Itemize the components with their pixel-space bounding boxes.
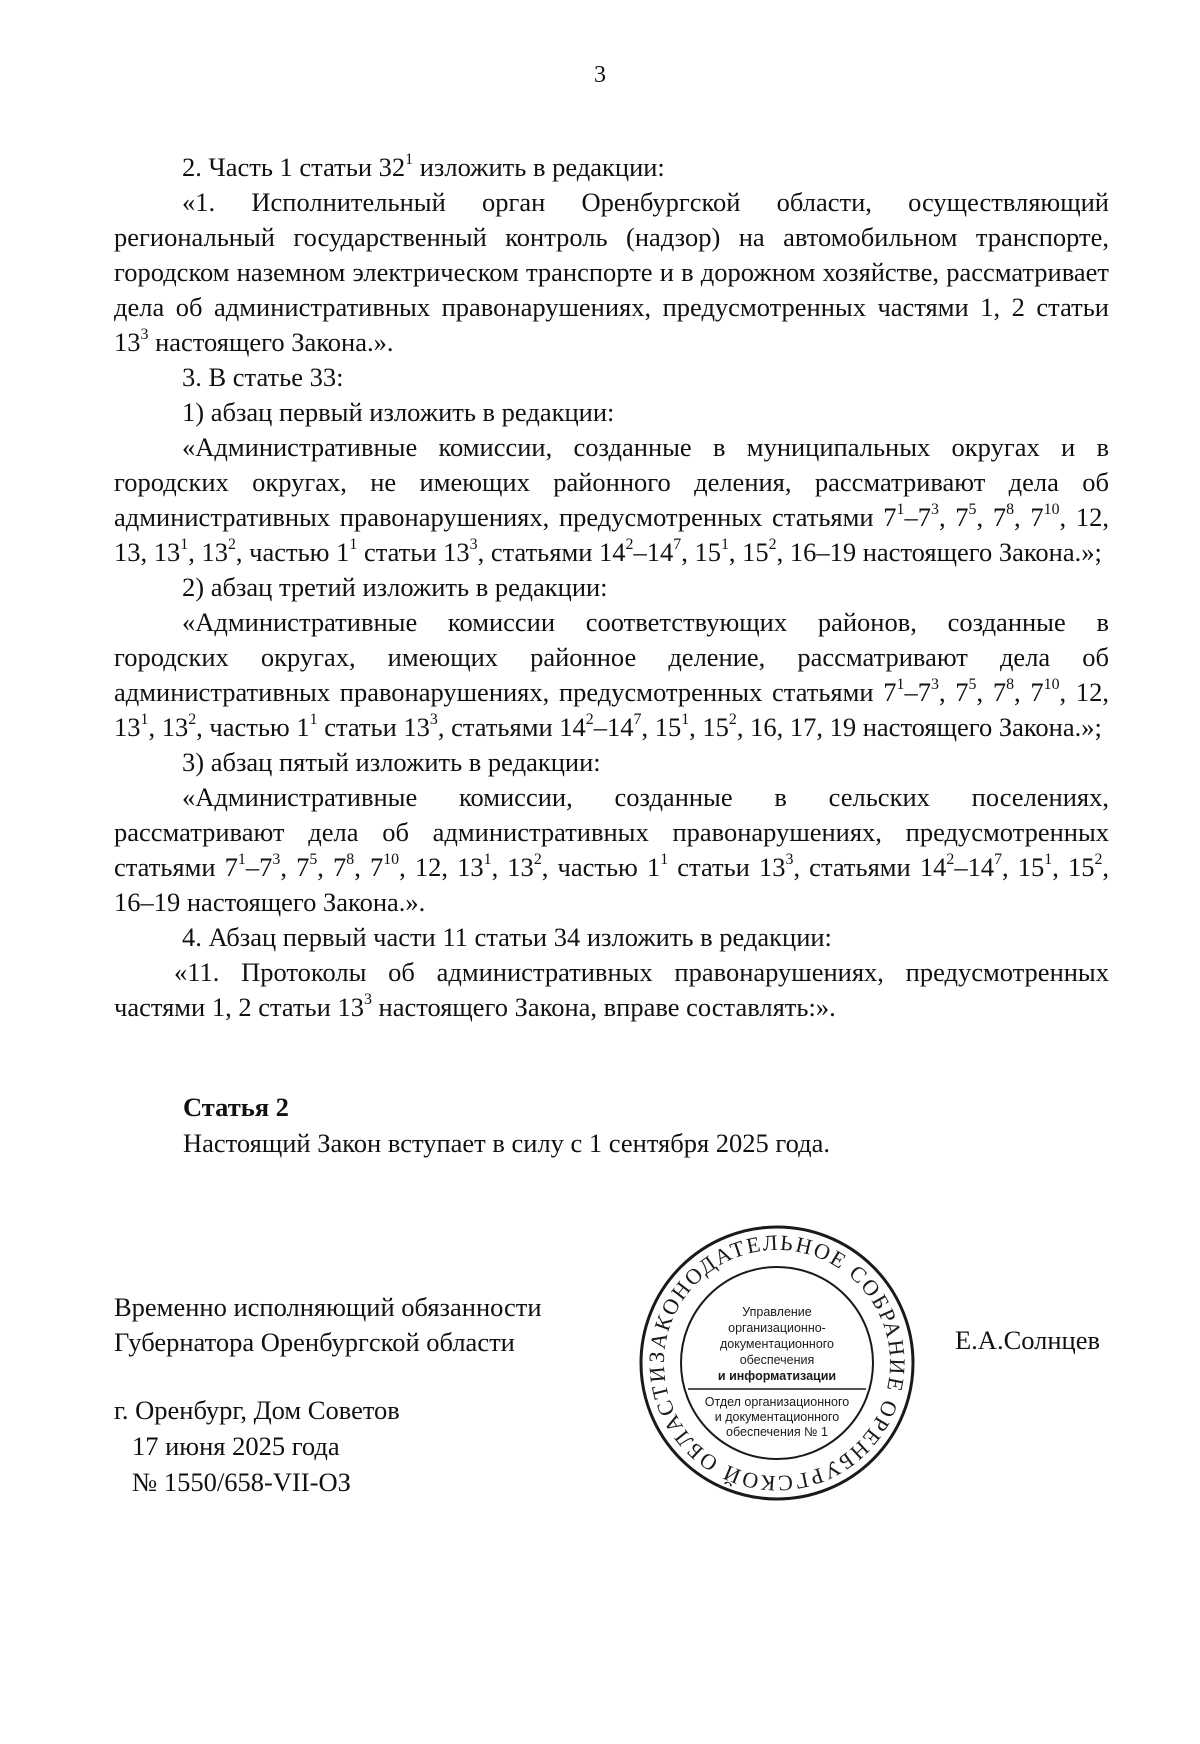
signatory-title-line1: Временно исполняющий обязанности — [114, 1292, 542, 1322]
place-date-number — [114, 1392, 400, 1500]
seal-line-3: документационного — [719, 1337, 835, 1351]
seal-line-4: обеспечения — [739, 1353, 815, 1367]
law-number: № 1550/658-VII-ОЗ — [132, 1467, 351, 1497]
seal-line-8: обеспечения № 1 — [726, 1425, 828, 1439]
paragraph-quote-municipal-commissions: «Административные комиссии, созданные в муниципальных округах и в городских округах, не имеющих районного деления, рассматривают дела об административных правонарушениях, предусмотренных статьями $7^1-7^3$, $7^5$, $7^8$, $7^{10}$, 12, 13, $13^1$, $13^2$, частью $1^1$ статьи $13^3$, статьями $14^2-14^7$, $15^1$, $15^2$, 16–19 настоящего Закона.»; — [114, 432, 1109, 567]
seal-ring-text: ЗАКОНОДАТЕЛЬНОЕ СОБРАНИЕ ОРЕНБУРГСКОЙ ОБЛАСТИ — [643, 1229, 911, 1497]
paragraph-item1: 1) абзац первый изложить в редакции: — [182, 397, 615, 427]
seal-line-7: и документационного — [714, 1410, 840, 1424]
page-number: 3 — [594, 62, 606, 88]
paragraph-item4: 4. Абзац первый части 11 статьи 34 изложить в редакции: — [182, 922, 832, 952]
seal-line-6: Отдел организационного — [704, 1395, 850, 1409]
paragraph-quote-protocols: «11. Протоколы об административных правонарушениях, предусмотренных частями 1, 2 статьи $13^3$ настоящего Закона, вправе составлять:». — [114, 957, 1109, 1022]
place-city: г. Оренбург, Дом Советов — [114, 1395, 400, 1425]
paragraph-art33: 3. В статье 33: — [182, 362, 344, 392]
paragraph-item2: 2) абзац третий изложить в редакции: — [182, 572, 608, 602]
seal-svg — [636, 1222, 918, 1504]
law-date: 17 июня 2025 года — [132, 1431, 340, 1461]
paragraph-quote-rural-commissions: «Административные комиссии, созданные в сельских поселениях, рассматривают дела об административных правонарушениях, предусмотренных статьями $7^1-7^3$, $7^5$, $7^8$, $7^{10}$, 12, $13^1$, $13^2$, частью $1^1$ статьи $13^3$, статьями $14^2-14^7$, $15^1$, $15^2$, 16–19 настоящего Закона.». — [114, 782, 1110, 917]
article-text: Настоящий Закон вступает в силу с 1 сентября 2025 года. — [183, 1128, 830, 1158]
signatory-name: Е.А.Солнцев — [955, 1325, 1101, 1355]
signatory-title — [114, 1290, 542, 1360]
signatory-title-line2: Губернатора Оренбургской области — [114, 1327, 515, 1357]
paragraph-quote-district-commissions: «Административные комиссии соответствующих районов, созданные в городских округах, имеющих районное деление, рассматривают дела об административных правонарушениях, предусмотренных статьями $7^1-7^3$, $7^5$, $7^8$, $7^{10}$, 12, $13^1$, $13^2$, частью $1^1$ статьи $13^3$, статьями $14^2-14^7$, $15^1$, $15^2$, 16, 17, 19 настоящего Закона.»; — [114, 607, 1109, 742]
paragraph-item3: 3) абзац пятый изложить в редакции: — [182, 747, 601, 777]
official-seal-stamp — [636, 1222, 918, 1504]
article-title: Статья 2 — [183, 1092, 289, 1122]
paragraph-quote-executive-body: «1. Исполнительный орган Оренбургской области, осуществляющий региональный государственный контроль (надзор) на автомобильном транспорте, городском наземном электрическом транспорте и в дорожном хозяйстве, рассматривает дела об административных правонарушениях, предусмотренных частями 1, 2 статьи $13^3$ настоящего Закона.». — [114, 187, 1109, 357]
amendments-text — [114, 150, 1109, 1025]
seal-line-1: Управление — [742, 1305, 812, 1319]
paragraph-part1-art32: 2. Часть 1 статьи $32^1$ изложить в редакции: — [182, 151, 665, 182]
seal-line-2: организационно- — [728, 1321, 826, 1335]
seal-line-5: и информатизации — [717, 1369, 837, 1383]
